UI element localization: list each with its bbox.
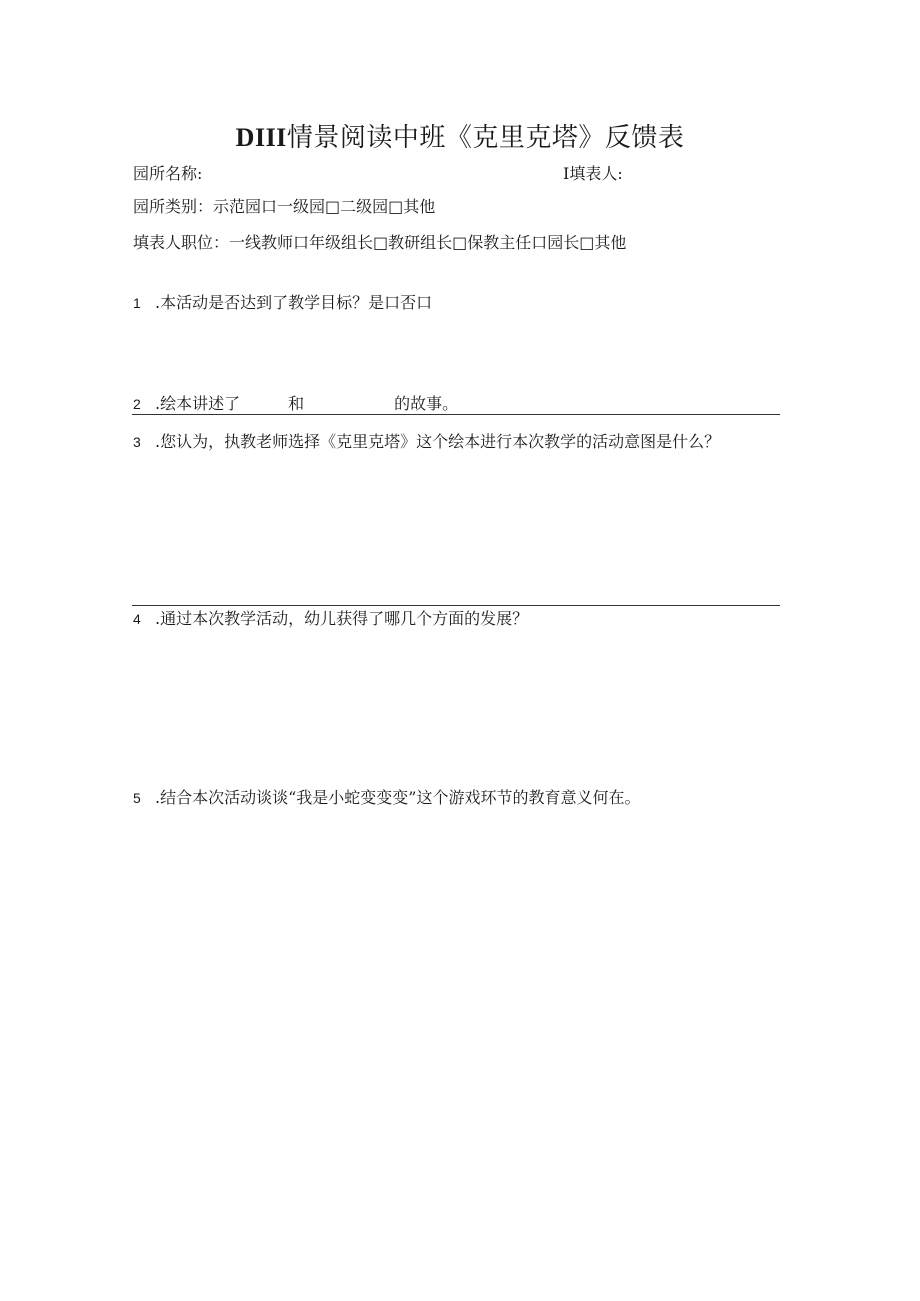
question-number: 5	[133, 790, 141, 806]
form-title	[0, 118, 920, 158]
question-text: .本活动是否达到了教学目标？是口否口	[155, 293, 433, 312]
filler-position-options: 填表人职位：一线教师口年级组长□教研组长□保教主任口园长□其他	[133, 233, 627, 252]
kindergarten-type-options: 园所类别：示范园口一级园□二级园□其他	[133, 197, 436, 216]
question-text-part2: 和	[288, 394, 305, 413]
question-1	[133, 291, 432, 315]
filler-label: I填表人:	[563, 164, 623, 183]
question-text-part3: 的故事。	[394, 394, 459, 413]
question-4	[133, 607, 528, 631]
question-text-part1: .绘本讲述了	[155, 394, 241, 413]
kindergarten-name-label: 园所名称:	[133, 164, 203, 183]
question-3	[133, 430, 781, 454]
title-prefix: DIII	[235, 123, 287, 152]
question-2	[133, 392, 458, 416]
question-number: 3	[133, 434, 141, 450]
question-number: 2	[133, 396, 141, 412]
title-main: 情景阅读中班《克里克塔》反馈表	[286, 123, 685, 153]
answer-line	[132, 605, 780, 606]
question-text: .通过本次教学活动，幼儿获得了哪几个方面的发展？	[155, 609, 529, 628]
question-text: .您认为，执教老师选择《克里克塔》这个绘本进行本次教学的活动意图是什么？	[155, 432, 721, 451]
question-number: 1	[133, 295, 141, 311]
question-5	[133, 786, 640, 810]
answer-line	[132, 414, 780, 415]
question-text: .结合本次活动谈谈“我是小蛇变变变”这个游戏环节的教育意义何在。	[155, 788, 641, 807]
question-number: 4	[133, 611, 141, 627]
